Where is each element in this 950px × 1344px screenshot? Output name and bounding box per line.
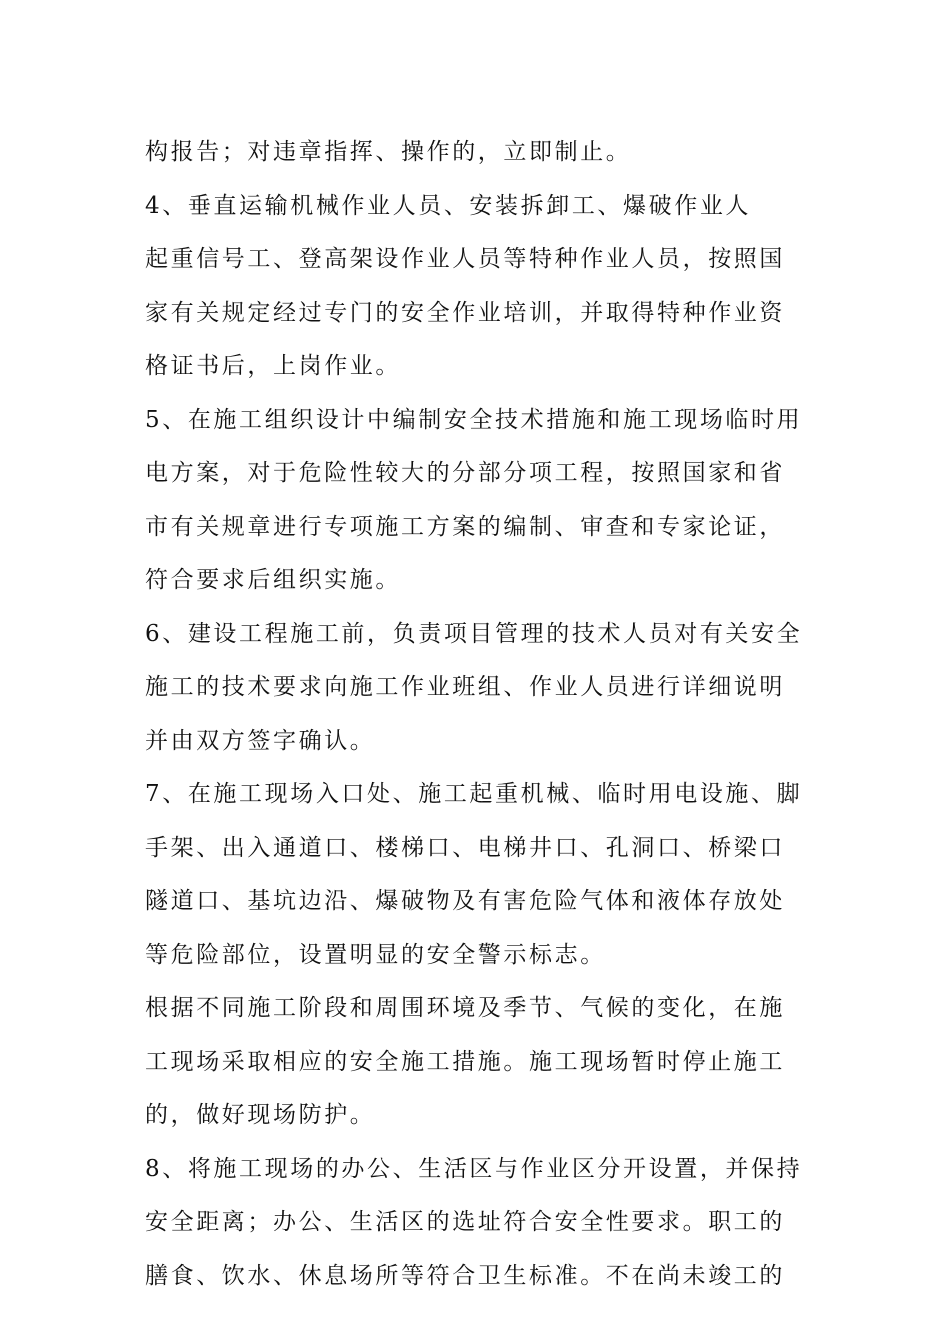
text-line: 并由双方签字确认。: [145, 727, 376, 754]
text-line: 起重信号工、登高架设作业人员等特种作业人员，按照国: [145, 246, 785, 272]
text-line: 8、将施工现场的办公、生活区与作业区分开设置，并保持: [145, 1155, 803, 1182]
text-line: 膳食、饮水、休息场所等符合卫生标准。不在尚未竣工的: [145, 1262, 785, 1289]
text-line: 市有关规章进行专项施工方案的编制、审查和专家论证，: [145, 513, 785, 540]
text-line: 等危险部位，设置明显的安全警示标志。: [145, 941, 606, 968]
text-line: 5、在施工组织设计中编制安全技术措施和施工现场临时用: [145, 406, 803, 433]
text-line: 电方案，对于危险性较大的分部分项工程，按照国家和省: [145, 460, 785, 486]
text-line: 根据不同施工阶段和周围环境及季节、气候的变化，在施: [145, 995, 785, 1021]
text-line: 工现场采取相应的安全施工措施。施工现场暂时停止施工: [145, 1048, 785, 1075]
text-line: 6、建设工程施工前，负责项目管理的技术人员对有关安全: [145, 620, 803, 647]
text-line: 手架、出入通道口、楼梯口、电梯井口、孔洞口、桥梁口: [145, 834, 785, 861]
document-body: [145, 126, 810, 1303]
text-line: 安全距离；办公、生活区的选址符合安全性要求。职工的: [145, 1209, 785, 1235]
text-line: 施工的技术要求向施工作业班组、作业人员进行详细说明: [145, 674, 785, 700]
text-line: 构报告；对违章指挥、操作的，立即制止。: [145, 139, 632, 165]
text-line: 7、在施工现场入口处、施工起重机械、临时用电设施、脚: [145, 781, 803, 807]
text-line: 的，做好现场防护。: [145, 1102, 376, 1128]
text-line: 格证书后，上岗作业。: [145, 353, 401, 379]
text-line: 符合要求后组织实施。: [145, 567, 401, 593]
text-line: 隧道口、基坑边沿、爆破物及有害危险气体和液体存放处: [145, 888, 785, 914]
text-line: 家有关规定经过专门的安全作业培训，并取得特种作业资: [145, 299, 785, 326]
text-line: 4、垂直运输机械作业人员、安装拆卸工、爆破作业人: [145, 192, 752, 219]
